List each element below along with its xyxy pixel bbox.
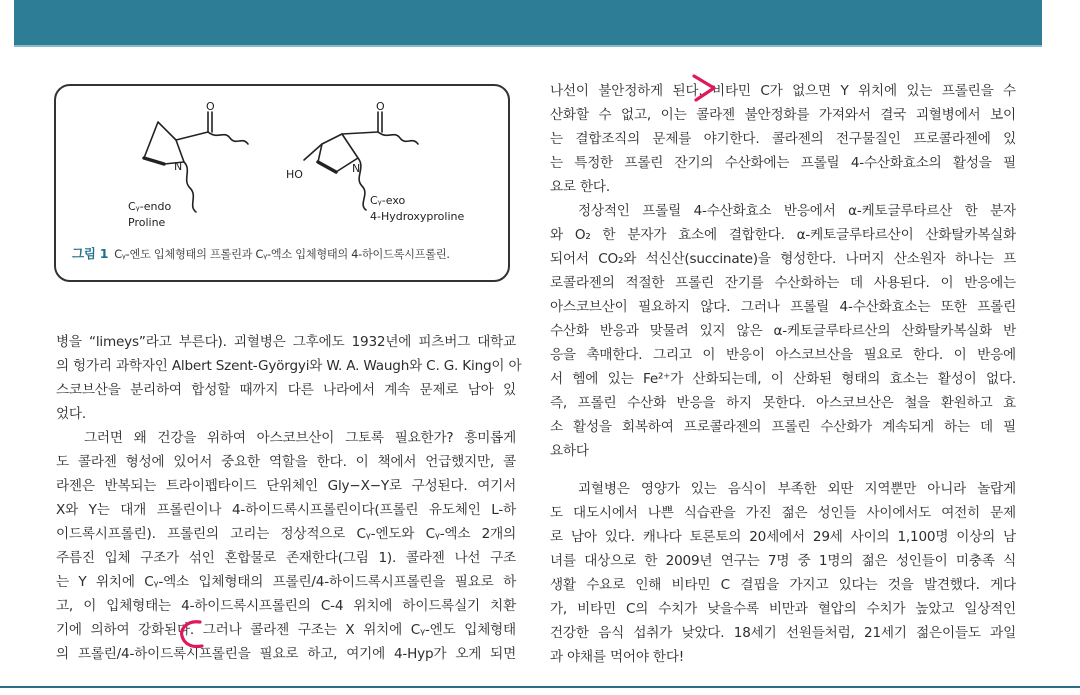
- text-line: 녀를 대상으로 한 2009년 연구는 7명 중 1명의 젊은 성인들이 미충족 식: [550, 553, 1016, 569]
- text-line: 주름진 입체 구조가 섞인 혼합물로 존재한다(그림 1). 콜라젠 나선 구조: [56, 550, 516, 566]
- text-line: 는 결합조직의 문제를 야기한다. 콜라젠의 전구물질인 프로콜라젠에 있: [550, 131, 1016, 147]
- text-line: 정상적인 프롤릴 4-수산화효소 반응에서 α-케토글루타르산 한 분자: [578, 203, 1016, 219]
- hyp-nitrogen-atom: N: [352, 162, 361, 175]
- text-line: 기에 의하여 강화된다. 그러나 콜라젠 구조는 X 위치에 Cᵧ-엔도 입체형태: [56, 622, 516, 638]
- hyp-name-label: 4-Hydroxyproline: [370, 210, 465, 223]
- text-line: 즉, 프롤린 수산화 반응을 하지 못한다. 아스코브산은 철을 환원하고 효: [550, 395, 1016, 411]
- text-line: 와 O₂ 한 분자가 효소에 결합한다. α-케토글루타르산이 산화탈카복실화: [550, 227, 1016, 243]
- text-line: 괴혈병은 영양가 있는 음식이 부족한 외딴 지역뿐만 아니라 놀랍게: [578, 481, 1016, 497]
- hyp-oxygen-atom: O: [376, 100, 385, 113]
- annotation-bracket-mark: [176, 618, 206, 652]
- text-line: 고, 이 입체형태는 4-하이드록시프롤린의 C-4 위치에 하이드록실기 치환: [56, 598, 516, 614]
- proline-ring: [144, 122, 184, 164]
- text-line: 병을 “limeys”라고 부른다). 괴혈병은 그후에도 1932년에 피츠버그 대학교: [56, 334, 516, 350]
- text-line: X와 Y는 대개 프롤린이나 4-하이드록시프롤린이다(프롤린 유도체인 L-하: [56, 502, 516, 518]
- text-line: 요하다: [550, 443, 589, 459]
- header-band-rule: [14, 45, 1042, 47]
- figure-caption: [72, 244, 502, 262]
- text-line: 도 콜라젠 형성에 있어서 중요한 역할을 한다. 이 책에서 언급했지만, 콜: [56, 454, 516, 470]
- proline-nitrogen-atom: N: [174, 160, 183, 173]
- text-line: 서 헴에 있는 Fe²⁺가 산화되는데, 이 산화된 형태의 효소는 활성이 없다.: [550, 371, 1016, 387]
- text-line: 되어서 CO₂와 석신산(succinate)을 형성한다. 나머지 산소원자 하나는 프: [550, 251, 1016, 267]
- text-line: 요로 한다.: [550, 179, 610, 195]
- text-line: 로콜라젠의 적절한 프롤린 잔기를 수산화하는 데 사용된다. 이 반응에는: [550, 275, 1016, 291]
- proline-name-label: Proline: [128, 216, 166, 229]
- text-line: 생활 수요로 인해 비타민 C 결핍을 가지고 있다는 것을 발견했다. 게다: [550, 577, 1016, 593]
- text-line: 산화할 수 없고, 이는 콜라젠 불안정화를 가져와서 결국 괴혈병에서 보이: [550, 107, 1016, 123]
- text-line: 수산화 반응과 맞물려 있지 않은 α-케토글루타르산의 산화탈카복실화 반: [550, 323, 1016, 339]
- header-band: [14, 0, 1042, 45]
- text-line: 는 Y 위치에 Cᵧ-엑소 입체형태의 프롤린/4-하이드록시프롤린을 필요로 하: [56, 574, 516, 590]
- hyp-conformation-label: Cᵧ-exo: [370, 194, 406, 207]
- text-line: 소 활성을 회복하여 프로콜라젠의 프롤린 수산화가 계속되게 하는 데 필: [550, 419, 1016, 435]
- proline-oxygen-atom: O: [206, 100, 215, 113]
- text-line: 나선이 불안정하게 된다. 비타민 C가 없으면 Y 위치에 있는 프롤린을 수: [550, 83, 1016, 99]
- text-line: 아스코브산이 필요하지 않다. 그러나 프롤릴 4-수산화효소는 또한 프롤린: [550, 299, 1016, 315]
- text-line: 이드록시프롤린). 프롤린의 고리는 정상적으로 Cᵧ-엔도와 Cᵧ-엑소 2개의: [56, 526, 516, 542]
- text-line: 라젠은 반복되는 트라이펩타이드 단위체인 Gly−X−Y로 구성된다. 여기서: [56, 478, 516, 494]
- text-line: 그러면 왜 건강을 위하여 아스코브산이 그토록 필요한가? 흥미롭게: [84, 430, 516, 446]
- annotation-chevron-mark: [690, 72, 720, 106]
- text-line: 건강한 음식 섭취가 낮았다. 18세기 선원들처럼, 21세기 젊은이들도 과일: [550, 625, 1016, 641]
- text-line: 스코브산을 분리하여 합성할 때까지 다른 나라에서 계속 문제로 남아 있: [56, 382, 516, 398]
- text-line: 는 특정한 프롤린 잔기의 수산화에는 프롤릴 4-수산화효소의 활성을 필: [550, 155, 1016, 171]
- hyp-hydroxyl-group: HO: [286, 168, 303, 181]
- figure-caption-text: Cᵧ-엔도 입체형태의 프롤린과 Cᵧ-엑소 입체형태의 4-하이드록시프롤린.: [114, 248, 450, 261]
- footer-rule: [0, 686, 1080, 688]
- figure-number: 그림 1: [72, 246, 109, 261]
- text-line: 었다.: [56, 406, 86, 422]
- text-line: 도 대도시에서 나쁜 식습관을 가진 젊은 성인들 사이에서도 여전히 문제: [550, 505, 1016, 521]
- text-line: 로 남아 있다. 캐나다 토론토의 20세에서 29세 사이의 1,100명 이상의 남: [550, 529, 1016, 545]
- text-line: 과 야채를 먹어야 한다!: [550, 649, 684, 665]
- text-line: 응을 촉매한다. 그리고 이 반응이 아스코브산을 필요로 한다. 이 반응에: [550, 347, 1016, 363]
- figure-box: [54, 84, 510, 282]
- text-line: 의 프롤린/4-하이드록시프롤린을 필요로 하고, 여기에 4-Hyp가 오게 되면: [56, 646, 516, 662]
- text-line: 가, 비타민 C의 수치가 낮을수록 비만과 혈압의 수치가 높았고 일상적인: [550, 601, 1016, 617]
- proline-conformation-label: Cᵧ-endo: [128, 200, 172, 213]
- text-line: 의 헝가리 과학자인 Albert Szent-Györgyi와 W. A. Waugh와 C. G. King이 아: [56, 358, 522, 374]
- chemical-structures: [126, 100, 465, 240]
